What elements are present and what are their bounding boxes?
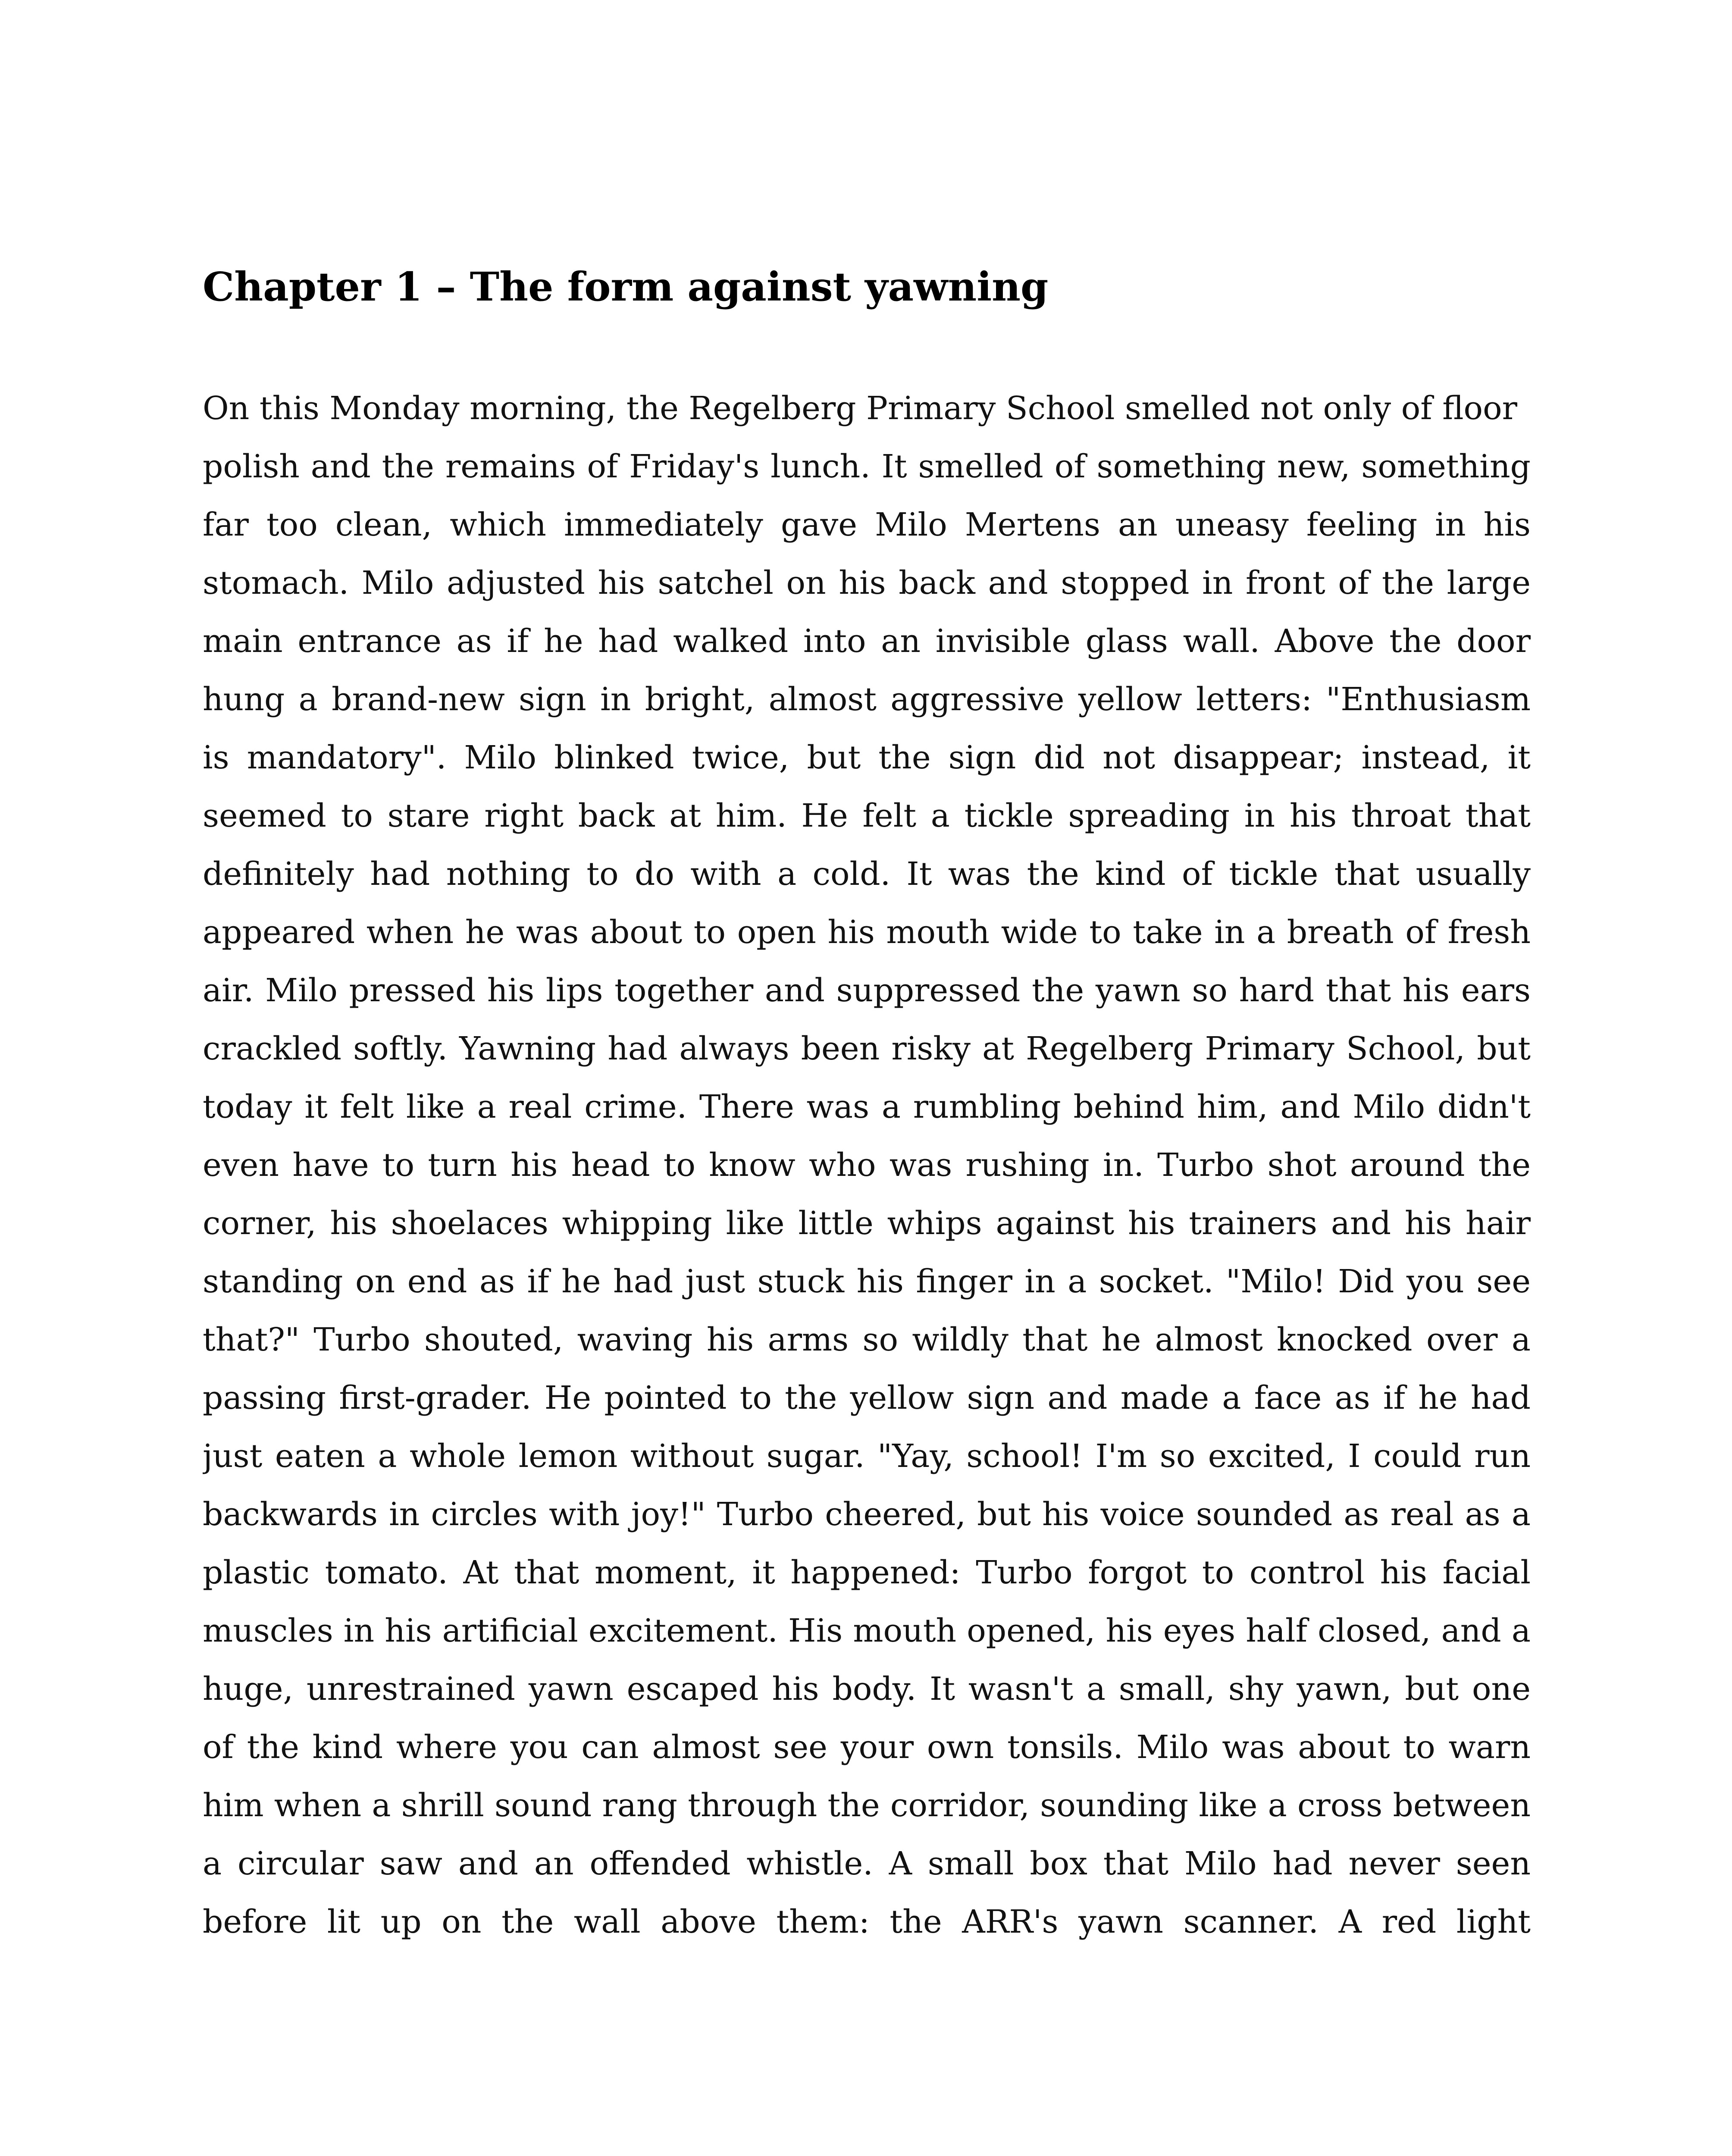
text-line: huge, unrestrained yawn escaped his body. It wasn't a small, shy yawn, but one [203, 1670, 1531, 1708]
text-line: definitely had nothing to do with a cold. It was the kind of tickle that usually [203, 856, 1531, 893]
text-line: main entrance as if he had walked into an invisible glass wall. Above the door [203, 623, 1531, 660]
text-line: On this Monday morning, the Regelberg Primary School smelled not only of floor [203, 390, 1518, 427]
text-line: polish and the remains of Friday's lunch. It smelled of something new, something [203, 448, 1531, 485]
text-line: seemed to stare right back at him. He felt a tickle spreading in his throat that [203, 797, 1531, 834]
text-line: crackled softly. Yawning had always been risky at Regelberg Primary School, but [203, 1030, 1531, 1067]
chapter-title: Chapter 1 – The form against yawning [203, 263, 1049, 310]
text-line: him when a shrill sound rang through the corridor, sounding like a cross between [203, 1787, 1531, 1824]
text-line: standing on end as if he had just stuck his finger in a socket. "Milo! Did you see [203, 1263, 1531, 1300]
text-line: stomach. Milo adjusted his satchel on his back and stopped in front of the large [203, 564, 1531, 602]
text-line: that?" Turbo shouted, waving his arms so wildly that he almost knocked over a [203, 1321, 1531, 1358]
text-line: corner, his shoelaces whipping like little whips against his trainers and his hair [203, 1205, 1531, 1242]
text-line: before lit up on the wall above them: the ARR's yawn scanner. A red light [203, 1903, 1531, 1940]
text-line: even have to turn his head to know who was rushing in. Turbo shot around the [203, 1147, 1531, 1184]
text-line: plastic tomato. At that moment, it happened: Turbo forgot to control his facial [203, 1554, 1531, 1591]
text-line: is mandatory". Milo blinked twice, but the sign did not disappear; instead, it [203, 739, 1531, 776]
text-line: appeared when he was about to open his mouth wide to take in a breath of fresh [203, 914, 1531, 951]
text-line: today it felt like a real crime. There was a rumbling behind him, and Milo didn't [203, 1088, 1531, 1125]
text-line: muscles in his artificial excitement. His mouth opened, his eyes half closed, and a [203, 1612, 1531, 1649]
text-line: air. Milo pressed his lips together and suppressed the yawn so hard that his ears [203, 972, 1531, 1009]
chapter-body-text [203, 379, 1531, 1951]
text-line: a circular saw and an offended whistle. A small box that Milo had never seen [203, 1845, 1531, 1882]
text-line: just eaten a whole lemon without sugar. "Yay, school! I'm so excited, I could run [203, 1438, 1531, 1475]
text-line: backwards in circles with joy!" Turbo cheered, but his voice sounded as real as a [203, 1496, 1531, 1533]
text-line: far too clean, which immediately gave Milo Mertens an uneasy feeling in his [203, 506, 1531, 543]
text-line: hung a brand-new sign in bright, almost aggressive yellow letters: "Enthusiasm [203, 681, 1531, 718]
text-line: of the kind where you can almost see your own tonsils. Milo was about to warn [203, 1729, 1531, 1766]
text-line: passing first-grader. He pointed to the yellow sign and made a face as if he had [203, 1379, 1531, 1416]
